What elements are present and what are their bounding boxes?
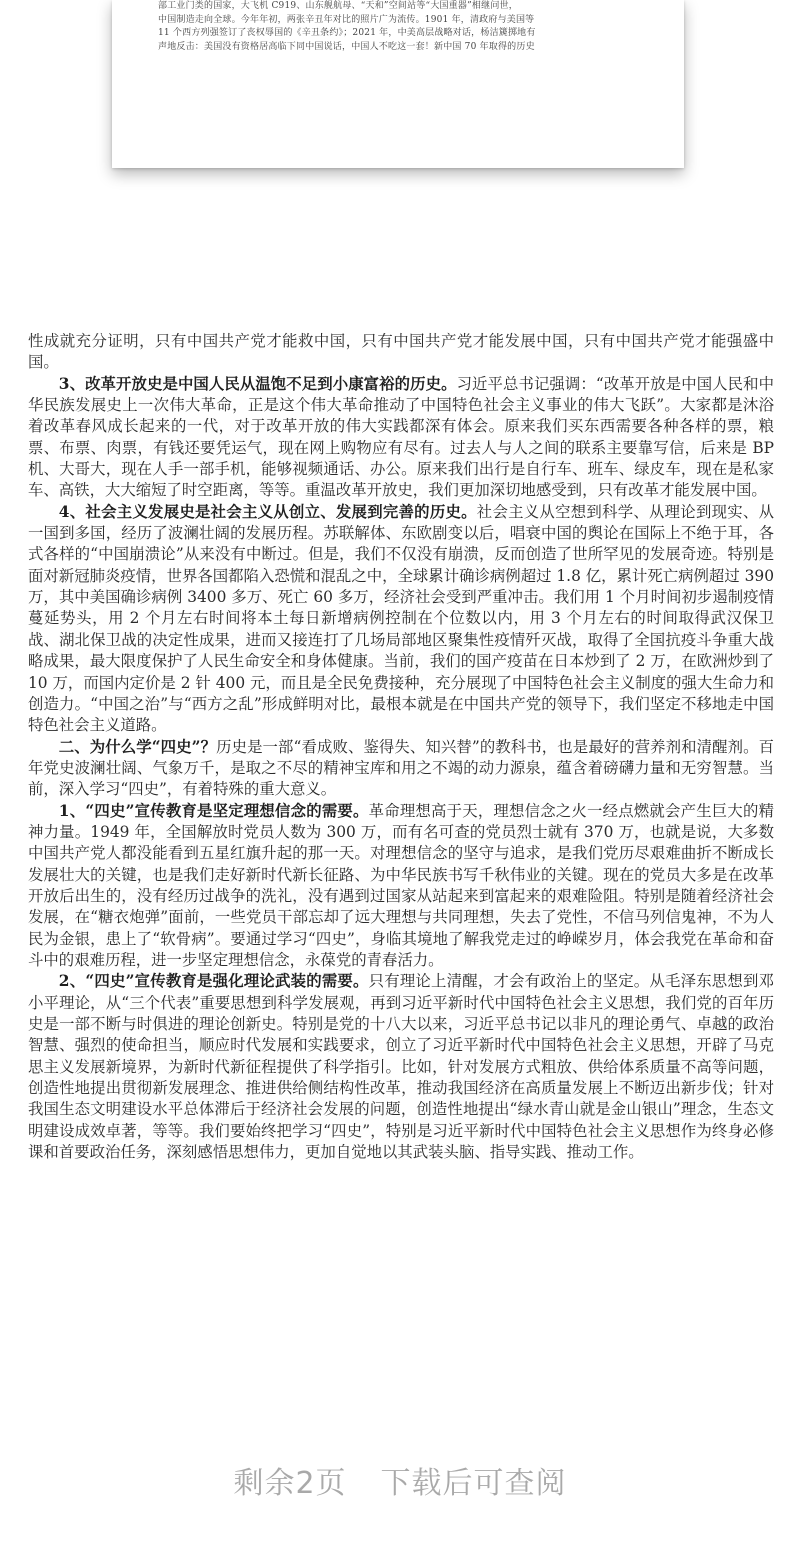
paragraph-socialism-development	[28, 502, 774, 737]
paragraph-text: 社会主义从空想到科学、从理论到现实、从一国到多国，经历了波澜壮阔的发展历程。苏联解体、东欧剧变以后，唱衰中国的舆论在国际上不绝于耳，各式各样的“中国崩溃论”从来没有中断过。但是，我们不仅没有崩溃，反而创造了世所罕见的发展奇迹。特别是面对新冠肺炎疫情，世界各国都陷入恐慌和混乱之中，全球累计确诊病例超过 1.8 亿，累计死亡病例超过 390 万，其中美国确诊病例 3400 多万、死亡 60 多万，经济社会受到严重冲击。我们用 1 个月时间初步遏制疫情蔓延势头，用 2 个月左右时间将本土每日新增病例控制在个位数以内，用 3 个月左右的时间取得武汉保卫战、湖北保卫战的决定性成果，进而又接连打了几场局部地区聚集性疫情歼灭战，取得了全国抗疫斗争重大战略成果，最大限度保护了人民生命安全和身体健康。当前，我们的国产疫苗在日本炒到了 2 万，在欧洲炒到了 10 万，而国内定价是 2 针 400 元，而且是全民免费接种，充分展现了中国特色社会主义制度的强大生命力和创造力。“中国之治”与“西方之乱”形成鲜明对比，最根本就是在中国共产党的领导下，我们坚定不移地走中国特色社会主义道路。	[28, 502, 774, 735]
preview-line: 声地反击：美国没有资格居高临下同中国说话，中国人不吃这一套！新中国 70 年取得的历史	[158, 41, 535, 52]
paragraph-text: 习近平总书记强调：“改革开放是中国人民和中华民族发展史上一次伟大革命，正是这个伟大革命推动了中国特色社会主义事业的伟大飞跃”。大家都是沐浴着改革春风成长起来的一代，对于改革开放的伟大实践都深有体会。原来我们买东西需要各种各样的票，粮票、布票、肉票，有钱还要凭运气，现在网上购物应有尽有。过去人与人之间的联系主要靠写信，后来是 BP 机、大哥大，现在人手一部手机，能够视频通话、办公。原来我们出行是自行车、班车、绿皮车，现在是私家车、高铁，大大缩短了时空距离，等等。重温改革开放史，我们更加深切地感受到，只有改革才能发展中国。	[28, 374, 774, 500]
paragraph-text: 革命理想高于天，理想信念之火一经点燃就会产生巨大的精神力量。1949 年，全国解放时党员人数为 300 万，而有名可查的党员烈士就有 370 万，也就是说，大多数中国共产党人都没能看到五星红旗升起的那一天。对理想信念的坚守与追求，是我们党历尽艰难曲折不断成长发展壮大的关键，也是我们走好新时代新长征路、为中华民族书写千秋伟业的关键。现在的党员大多是在改革开放后出生的，没有经历过战争的洗礼，没有遇到过国家从站起来到富起来的艰难险阻。特别是随着经济社会发展，在“糖衣炮弹”面前，一些党员干部忘却了远大理想与共同理想，失去了党性，不信马列信鬼神，不为人民为金银，患上了“软骨病”。要通过学习“四史”，身临其境地了解我党走过的峥嵘岁月，体会我党在革命和奋斗中的艰难历程，进一步坚定理想信念，永葆党的青春活力。	[28, 801, 774, 969]
preview-page-text	[158, 0, 642, 54]
document-body	[28, 331, 774, 1163]
paragraph-text: 历史是一部“看成败、鉴得失、知兴替”的教科书，也是最好的营养剂和清醒剂。百年党史波澜壮阔、气象万千，是取之不尽的精神宝库和用之不竭的动力源泉，蕴含着磅礴力量和无穷智慧。当前，深入学习“四史”，有着特殊的重大意义。	[28, 737, 774, 799]
paragraph-heading: 2、“四史”宣传教育是强化理论武装的需要。	[58, 972, 369, 991]
remaining-pages-notice[interactable]	[0, 1458, 800, 1502]
section-heading: 二、为什么学“四史”？	[58, 737, 217, 756]
paragraph-reform-opening	[28, 374, 774, 502]
remaining-pages-label: 剩余2页	[233, 1466, 347, 1501]
paragraph-text: 只有理论上清醒，才会有政治上的坚定。从毛泽东思想到邓小平理论，从“三个代表”重要思想到科学发展观，再到习近平新时代中国特色社会主义思想，我们党的百年历史是一部不断与时俱进的理论创新史。特别是党的十八大以来，习近平总书记以非凡的理论勇气、卓越的政治智慧、强烈的使命担当，顺应时代发展和实践要求，创立了习近平新时代中国特色社会主义思想，开辟了马克思主义发展新境界，为新时代新征程提供了科学指引。比如，针对发展方式粗放、供给体系质量不高等问题，创造性地提出贯彻新发展理念、推进供给侧结构性改革，推动我国经济在高质量发展上不断迈出新步伐；针对我国生态文明建设水平总体滞后于经济社会发展的问题，创造性地提出“绿水青山就是金山银山”理念，生态文明建设成效卓著，等等。我们要始终把学习“四史”，特别是习近平新时代中国特色社会主义思想作为终身必修课和首要政治任务，深刻感悟思想伟力，更加自觉地以其武装头脑、指导实践、推动工作。	[28, 972, 774, 1162]
paragraph-theory-armament	[28, 971, 774, 1163]
download-hint-label: 下载后可查阅	[380, 1466, 567, 1501]
preview-line: 中国制造走向全球。今年年初，两张辛丑年对比的照片广为流传。1901 年，清政府与美国等	[158, 14, 535, 25]
paragraph-heading: 1、“四史”宣传教育是坚定理想信念的需要。	[58, 801, 369, 820]
paragraph-heading: 4、社会主义发展史是社会主义从创立、发展到完善的历史。	[58, 502, 477, 521]
paragraph-ideals-beliefs	[28, 801, 774, 972]
preview-line: 11 个西方列强签订了丧权辱国的《辛丑条约》；2021 年，中美高层战略对话，杨洁篪掷地有	[158, 28, 536, 38]
paragraph-continuation: 性成就充分证明，只有中国共产党才能救中国，只有中国共产党才能发展中国，只有中国共产党才能强盛中国。	[28, 332, 774, 372]
paragraph-heading: 3、改革开放史是中国人民从温饱不足到小康富裕的历史。	[58, 374, 457, 393]
paragraph-why-study	[28, 737, 774, 801]
preview-line: 部工业门类的国家，大飞机 C919、山东舰航母、“天和”空间站等“大国重器”相继问世，	[158, 1, 518, 11]
preview-page-card	[112, 0, 684, 168]
